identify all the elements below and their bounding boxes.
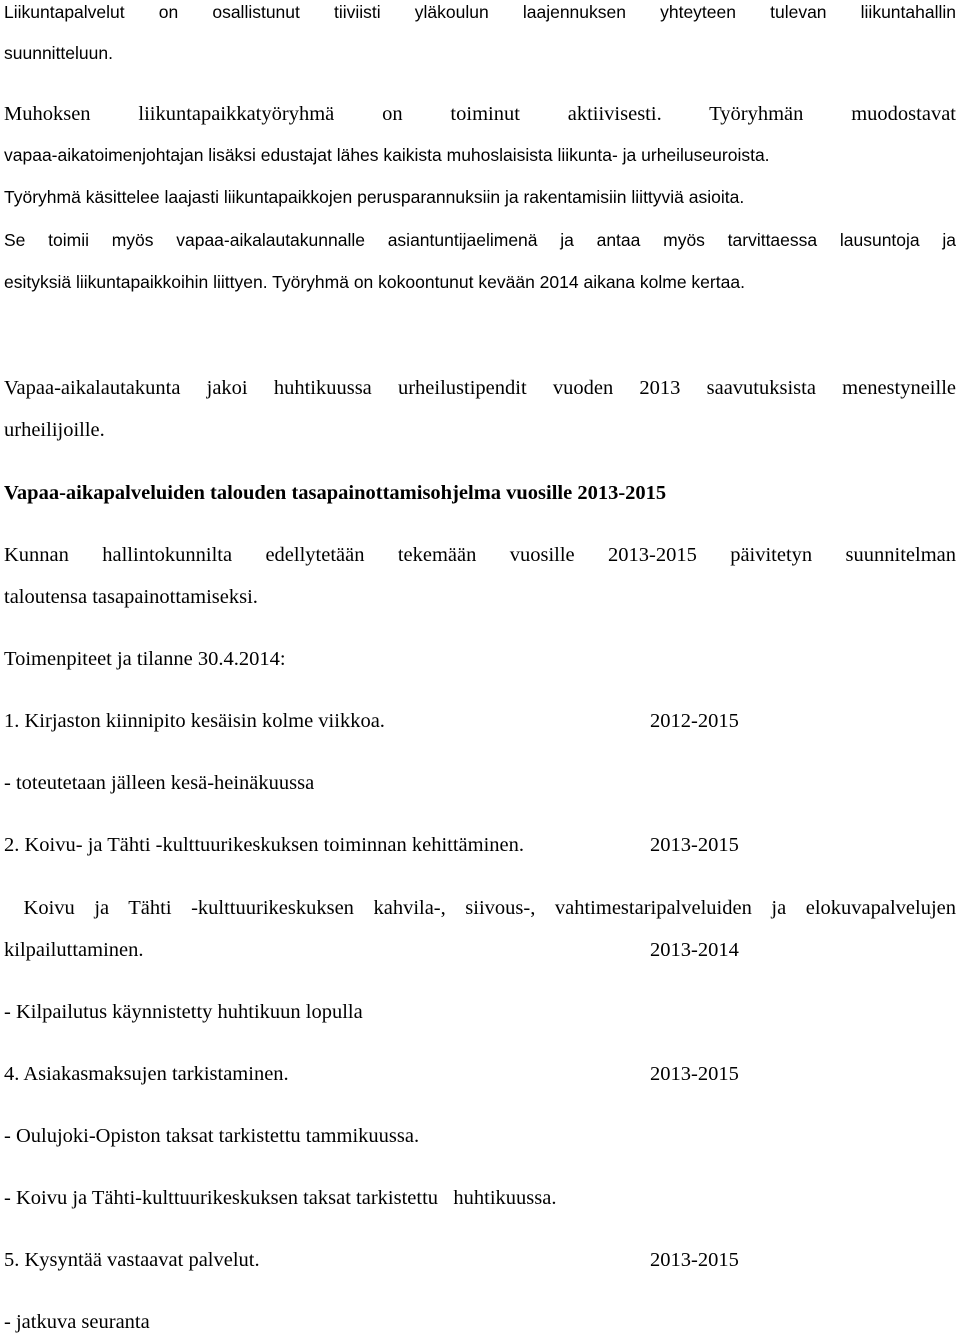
paragraph-4-line-2: taloutensa tasapainottamiseksi. xyxy=(4,586,258,608)
paragraph-1-line-2: suunnitteluun. xyxy=(4,43,113,63)
measure-4-title: 4. Asiakasmaksujen tarkistaminen. xyxy=(4,1063,289,1085)
paragraph-1-line-1: Liikuntapalvelut on osallistunut tiiviisti yläkoulun laajennuksen yhteyteen tulevan liikuntahallin xyxy=(4,2,956,22)
measure-5-years: 2013-2015 xyxy=(650,1249,739,1271)
measure-3-years: 2013-2014 xyxy=(650,939,739,961)
paragraph-3-line-2: urheilijoille. xyxy=(4,419,105,441)
measure-4-note-1: - Oulujoki-Opiston taksat tarkistettu tammikuussa. xyxy=(4,1125,420,1147)
measure-3-title-line-2: kilpailuttaminen. xyxy=(4,939,144,961)
measure-4-years: 2013-2015 xyxy=(650,1063,739,1085)
paragraph-2-line-3: Työryhmä käsittelee laajasti liikuntapaikkojen perusparannuksiin ja rakentamisiin liittyviä asioita. xyxy=(4,187,745,207)
paragraph-2-line-4: Se toimii myös vapaa-aikalautakunnalle asiantuntijaelimenä ja antaa myös tarvittaessa lausuntoja ja xyxy=(4,230,956,250)
paragraph-3-line-1: Vapaa-aikalautakunta jakoi huhtikuussa urheilustipendit vuoden 2013 saavutuksista menestyneille xyxy=(4,377,956,399)
section-heading: Vapaa-aikapalveluiden talouden tasapainottamisohjelma vuosille 2013-2015 xyxy=(4,482,667,504)
measure-5-note-1: - jatkuva seuranta xyxy=(4,1311,150,1333)
measure-3-title-line-1: Koivu ja Tähti -kulttuurikeskuksen kahvila-, siivous-, vahtimestaripalveluiden ja elokuvapalvelujen xyxy=(4,897,956,919)
measure-3-note-1: - Kilpailutus käynnistetty huhtikuun lopulla xyxy=(4,1001,363,1023)
measure-4-note-2: - Koivu ja Tähti-kulttuurikeskuksen taksat tarkistettu huhtikuussa. xyxy=(4,1187,557,1209)
measure-1-years: 2012-2015 xyxy=(650,710,739,732)
measure-5-title: 5. Kysyntää vastaavat palvelut. xyxy=(4,1249,260,1271)
paragraph-2-line-2: vapaa-aikatoimenjohtajan lisäksi edustajat lähes kaikista muhoslaisista liikunta- ja urheiluseuroista. xyxy=(4,145,770,165)
paragraph-4-line-1: Kunnan hallintokunnilta edellytetään tekemään vuosille 2013-2015 päivitetyn suunnitelman xyxy=(4,544,956,566)
paragraph-2-line-1: Muhoksen liikuntapaikkatyöryhmä on toiminut aktiivisesti. Työryhmän muodostavat xyxy=(4,103,956,125)
measure-2-years: 2013-2015 xyxy=(650,834,739,856)
measure-2-title: 2. Koivu- ja Tähti -kulttuurikeskuksen toiminnan kehittäminen. xyxy=(4,834,525,856)
measure-1-title: 1. Kirjaston kiinnipito kesäisin kolme viikkoa. xyxy=(4,710,385,732)
measure-1-note-1: - toteutetaan jälleen kesä-heinäkuussa xyxy=(4,772,315,794)
paragraph-2-line-5: esityksiä liikuntapaikkoihin liittyen. Työryhmä on kokoontunut kevään 2014 aikana kolme kertaa. xyxy=(4,272,745,292)
status-heading: Toimenpiteet ja tilanne 30.4.2014: xyxy=(4,648,286,670)
